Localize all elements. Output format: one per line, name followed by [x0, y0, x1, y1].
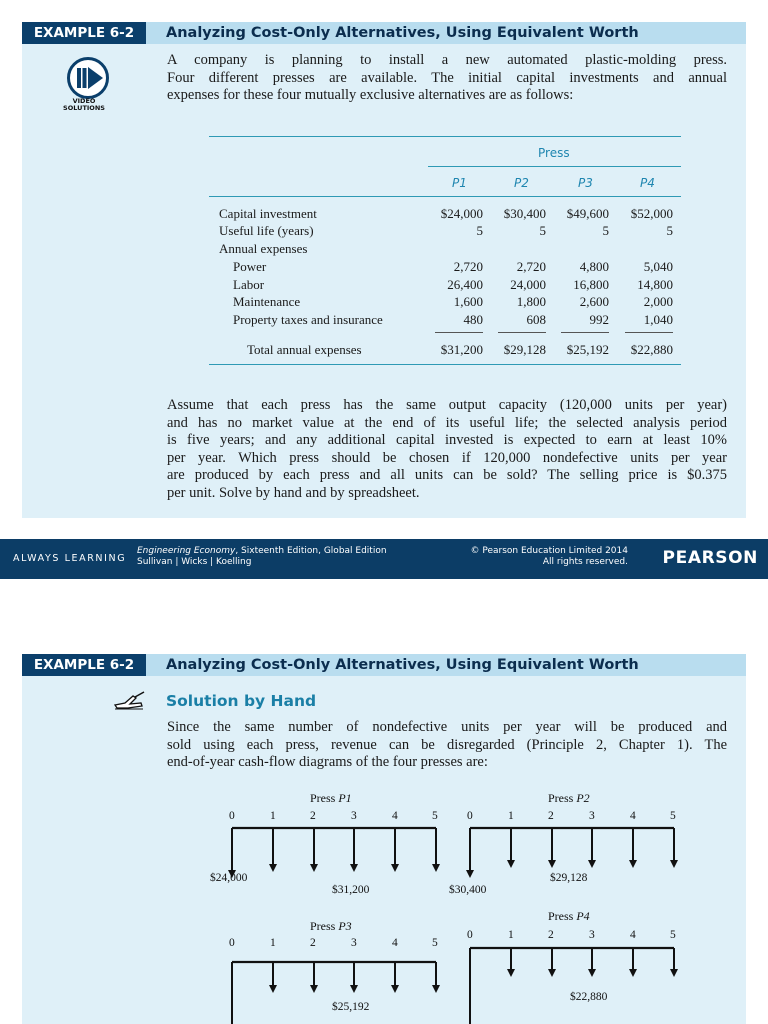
- pearson-logo: PEARSON: [662, 548, 758, 568]
- column-header-p2: P2: [514, 176, 529, 190]
- diagram-title-press: P4: [576, 909, 590, 923]
- solution-line: end-of-year cash-flow diagrams of the four presses are:: [167, 754, 488, 771]
- subtotal-rule: [498, 332, 546, 333]
- annual-cost-label: $31,200: [332, 884, 370, 896]
- table-top-rule: [209, 136, 681, 137]
- table-cell: 1,600: [453, 294, 483, 309]
- period-label: 1: [508, 929, 514, 941]
- table-cell: 5: [602, 223, 609, 238]
- book-edition: , Sixteenth Edition, Global Edition: [235, 546, 387, 556]
- table-cell: 16,800: [573, 277, 609, 292]
- table-cell: 5,040: [643, 259, 673, 274]
- diagram-title-prefix: Press: [310, 919, 339, 933]
- row-label: Annual expenses: [219, 241, 308, 256]
- subtotal-rule: [625, 332, 673, 333]
- period-label: 0: [229, 810, 235, 822]
- column-header-p3: P3: [578, 176, 593, 190]
- period-label: 0: [467, 929, 473, 941]
- table-cell: 2,600: [579, 294, 609, 309]
- table-cell: 480: [463, 312, 483, 327]
- initial-cost-label: $30,400: [449, 884, 487, 896]
- closing-line: are produced by each press and all units can be sold? The selling price is $0.375: [167, 467, 727, 484]
- closing-line: Assume that each press has the same output capacity (120,000 units per year): [167, 397, 727, 413]
- example-tag: EXAMPLE 6-2: [22, 654, 146, 676]
- period-label: 2: [310, 937, 316, 949]
- play-icon: [60, 56, 116, 100]
- table-cell: 2,720: [516, 259, 546, 274]
- intro-line: Four different presses are available. The initial capital investments and annual: [167, 69, 727, 86]
- copyright-line: © Pearson Education Limited 2014: [470, 546, 628, 556]
- slide-2-header: [22, 654, 746, 676]
- diagram-title-press: P1: [338, 791, 352, 805]
- period-label: 5: [432, 937, 438, 949]
- diagram-title-prefix: Press: [548, 791, 577, 805]
- subtotal-rule: [561, 332, 609, 333]
- period-label: 0: [229, 937, 235, 949]
- table-cell: 4,800: [579, 259, 609, 274]
- intro-paragraph: [167, 52, 727, 105]
- diagram-title-prefix: Press: [548, 909, 577, 923]
- closing-line: is five years; and any additional capital invested is expected to earn at least 10%: [167, 432, 727, 449]
- table-cell: $52,000: [630, 206, 673, 221]
- solution-line: Since the same number of nondefective units per year will be produced and: [167, 719, 727, 735]
- book-title-line: [137, 546, 387, 557]
- closing-line: and has no market value at the end of its useful life; the selected analysis period: [167, 414, 727, 431]
- period-label: 1: [270, 810, 276, 822]
- cash-flow-arrows: [460, 945, 682, 1024]
- annual-cost-label: $25,192: [332, 1001, 370, 1013]
- rights-line: All rights reserved.: [542, 557, 628, 567]
- total-cell: $22,880: [630, 342, 673, 357]
- table-cell: 5: [666, 223, 673, 238]
- table-cell: 5: [476, 223, 483, 238]
- period-label: 4: [630, 810, 636, 822]
- pearson-footer: [0, 539, 768, 579]
- period-label: 4: [392, 937, 398, 949]
- table-cell: 26,400: [447, 277, 483, 292]
- diagram-title-prefix: Press: [310, 791, 339, 805]
- example-title: Analyzing Cost-Only Alternatives, Using Equivalent Worth: [146, 22, 746, 44]
- table-cell: 5: [539, 223, 546, 238]
- cash-flow-arrows: [222, 826, 444, 884]
- total-cell: $31,200: [440, 342, 483, 357]
- press-group-header: Press: [538, 146, 570, 160]
- period-label: 5: [670, 810, 676, 822]
- closing-line: per year. Which press should be chosen if 120,000 nondefective units per year: [167, 449, 727, 466]
- row-label: Useful life (years): [219, 223, 314, 238]
- table-cell: 608: [526, 312, 546, 327]
- table-cell: $49,600: [566, 206, 609, 221]
- book-citation: [137, 546, 387, 568]
- row-label: Power: [233, 259, 267, 274]
- period-label: 3: [351, 810, 357, 822]
- period-label: 5: [670, 929, 676, 941]
- column-header-p1: P1: [452, 176, 467, 190]
- annual-cost-label: $29,128: [550, 872, 588, 884]
- video-solutions-icon[interactable]: [60, 56, 116, 114]
- total-label: Total annual expenses: [247, 342, 362, 357]
- writing-hand-icon: [113, 691, 147, 711]
- initial-cost-label: $24,000: [210, 872, 248, 884]
- solution-paragraph: [167, 719, 727, 772]
- diagram-title: [548, 909, 590, 924]
- period-label: 1: [270, 937, 276, 949]
- table-cell: $30,400: [503, 206, 546, 221]
- copyright-notice: [471, 546, 628, 568]
- period-label: 0: [467, 810, 473, 822]
- period-label: 4: [630, 929, 636, 941]
- row-label: Property taxes and insurance: [233, 312, 383, 327]
- period-label: 1: [508, 810, 514, 822]
- row-label: Maintenance: [233, 294, 301, 309]
- book-title: Engineering Economy: [137, 546, 236, 556]
- diagram-title: [310, 919, 352, 934]
- slide-1-header: [22, 22, 746, 44]
- period-label: 2: [310, 810, 316, 822]
- solutions-label: SOLUTIONS: [63, 104, 105, 112]
- diagram-title-press: P3: [338, 919, 352, 933]
- example-tag: EXAMPLE 6-2: [22, 22, 146, 44]
- row-label: Capital investment: [219, 206, 317, 221]
- always-learning-text: ALWAYS LEARNING: [13, 553, 127, 564]
- intro-line: A company is planning to install a new automated plastic-molding press.: [167, 52, 727, 68]
- diagram-title-press: P2: [576, 791, 590, 805]
- subtotal-rule: [435, 332, 483, 333]
- period-label: 3: [589, 929, 595, 941]
- total-cell: $29,128: [503, 342, 546, 357]
- column-header-p4: P4: [640, 176, 655, 190]
- period-label: 3: [351, 937, 357, 949]
- period-label: 3: [589, 810, 595, 822]
- table-cell: $24,000: [440, 206, 483, 221]
- table-bottom-rule: [209, 364, 681, 365]
- period-label: 5: [432, 810, 438, 822]
- header-rule: [209, 196, 681, 197]
- example-title: Analyzing Cost-Only Alternatives, Using Equivalent Worth: [146, 654, 746, 676]
- solution-hand-icon: [113, 691, 147, 711]
- book-authors: Sullivan | Wicks | Koelling: [137, 557, 252, 567]
- solution-line: sold using each press, revenue can be disregarded (Principle 2, Chapter 1). The: [167, 736, 727, 753]
- cash-flow-arrows: [222, 955, 444, 1024]
- table-cell: 1,800: [516, 294, 546, 309]
- closing-paragraph: [167, 397, 727, 503]
- table-cell: 2,720: [453, 259, 483, 274]
- diagram-title: [310, 791, 352, 806]
- row-label: Labor: [233, 277, 265, 292]
- intro-line: expenses for these four mutually exclusive alternatives are as follows:: [167, 87, 574, 104]
- diagram-title: [548, 791, 590, 806]
- section-heading: Solution by Hand: [166, 692, 317, 710]
- period-label: 4: [392, 810, 398, 822]
- period-label: 2: [548, 929, 554, 941]
- table-cell: 1,040: [643, 312, 673, 327]
- table-cell: 14,800: [637, 277, 673, 292]
- group-rule: [428, 166, 681, 167]
- period-label: 2: [548, 810, 554, 822]
- video-label: VIDEO: [72, 97, 96, 105]
- closing-line: per unit. Solve by hand and by spreadsheet.: [167, 484, 420, 501]
- total-cell: $25,192: [566, 342, 609, 357]
- table-cell: 2,000: [643, 294, 673, 309]
- table-cell: 992: [589, 312, 609, 327]
- annual-cost-label: $22,880: [570, 991, 608, 1003]
- table-cell: 24,000: [510, 277, 546, 292]
